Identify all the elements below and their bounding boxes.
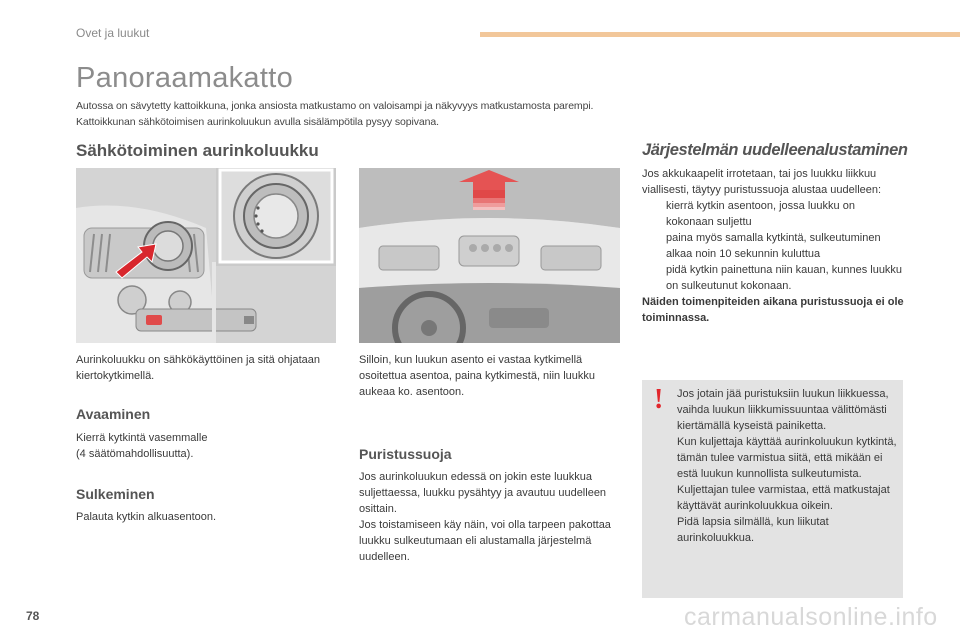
opening-text: Kierrä kytkintä vasemmalle (4 säätömahdollisuutta).: [76, 432, 208, 460]
reinitialisation-block: [642, 166, 904, 326]
reinitialisation-heading: Järjestelmän uudelleenalustaminen: [642, 141, 908, 159]
watermark: carmanualsonline.info: [684, 603, 938, 631]
warning-text: Jos jotain jää puristuksiin luukun liikkuessa, vaihda luukun liikkumissuuntaa välittömästi kiertämällä kyseistä painiketta. Kun kuljettaja käyttää aurinkoluukun kytkintä, tämän tulee varmistua siitä, että mikään ei estä luukun kunnollista sulkeutumista. Kuljettajan tulee varmistaa, että matkustajat käyttävät aurinkoluukkua oikein. Pidä lapsia silmällä, kun liikutat aurinkoluukkua.: [677, 388, 897, 544]
page-title: Panoraamakatto: [76, 62, 293, 94]
anti-pinch-text: Jos aurinkoluukun edessä on jokin este luukkua suljettaessa, luukku pysähtyy ja avautuu uudelleen osittain. Jos toistamiseen käy näin, voi olla tarpeen pakottaa luukku sulkeutumaan eli alustamalla järjestelmä uudelleen.: [359, 471, 611, 563]
reinitialisation-intro: Jos akkukaapelit irrotetaan, tai jos luukku liikkuu viallisesti, täytyy puristussuoja alustaa uudelleen:: [642, 168, 882, 196]
position-mismatch-caption: Silloin, kun luukun asento ei vastaa kytkimellä osoitettua asentoa, paina kytkimestä, niin luukku aukeaa ko. asentoon.: [359, 354, 596, 398]
reinitialisation-steps: [642, 198, 904, 294]
opening-heading: Avaaminen: [76, 406, 151, 422]
step-item: [642, 230, 904, 262]
step-item: [642, 262, 904, 294]
page-number: 78: [26, 609, 40, 623]
header-accent-bar: [480, 32, 960, 37]
sunroof-control-caption: Aurinkoluukku on sähkökäyttöinen ja sitä ohjataan kiertokytkimellä.: [76, 354, 320, 382]
anti-pinch-heading: Puristussuoja: [359, 446, 452, 462]
page-intro: Autossa on sävytetty kattoikkuna, jonka ansiosta matkustamo on valoisampi ja näkyvyys matkustamosta parempi. Kattoikkunan sähkötoimisen aurinkoluukun avulla sisälämpötila pysyy sopivana.: [76, 100, 594, 128]
electric-sunroof-heading: Sähkötoiminen aurinkoluukku: [76, 141, 319, 160]
step-text: pidä kytkin painettuna niin kauan, kunnes luukku on sulkeutunut kokonaan.: [666, 264, 903, 292]
sunroof-switch-image: [76, 168, 336, 343]
step-item: [642, 198, 904, 230]
step-text: paina myös samalla kytkintä, sulkeutuminen alkaa noin 10 sekunnin kuluttua: [666, 232, 881, 260]
closing-heading: Sulkeminen: [76, 486, 155, 502]
warning-box: [642, 380, 903, 598]
section-header: Ovet ja luukut: [76, 26, 150, 40]
closing-text: Palauta kytkin alkuasentoon.: [76, 511, 217, 523]
step-text: kierrä kytkin asentoon, jossa luukku on kokonaan suljettu: [666, 200, 855, 228]
cabin-roof-image: [359, 168, 620, 343]
reinitialisation-note: Näiden toimenpiteiden aikana puristussuoja ei ole toiminnassa.: [642, 296, 904, 324]
warning-icon: !: [654, 384, 664, 415]
